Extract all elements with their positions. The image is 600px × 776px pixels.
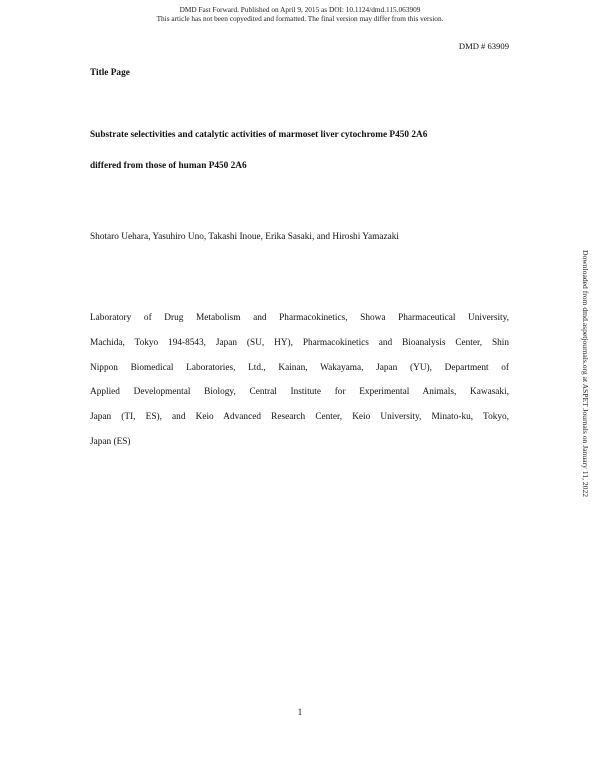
- section-label: Title Page: [90, 68, 130, 78]
- affiliation-line: Laboratory of Drug Metabolism and Pharmacokinetics, Showa Pharmaceutical University,: [90, 313, 509, 323]
- affiliation-line: Japan (ES): [90, 436, 131, 447]
- author-list: Shotaro Uehara, Yasuhiro Uno, Takashi Inoue, Erika Sasaki, and Hiroshi Yamazaki: [90, 232, 400, 242]
- journal-header-line-1: DMD Fast Forward. Published on April 9, 2015 as DOI: 10.1124/dmd.115.063909: [179, 5, 421, 14]
- article-title: [90, 120, 520, 182]
- affiliation-line: Nippon Biomedical Laboratories, Ltd., Kainan, Wakayama, Japan (YU), Department of: [90, 362, 509, 373]
- journal-header-line-2: This article has not been copyedited and formatted. The final version may differ from this version.: [156, 14, 444, 23]
- manuscript-code: DMD # 63909: [458, 41, 509, 51]
- article-title-line: differed from those of human P450 2A6: [90, 161, 247, 171]
- page-number: 1: [297, 708, 303, 718]
- affiliation-line: Machida, Tokyo 194-8543, Japan (SU, HY), Pharmacokinetics and Bioanalysis Center, Shin: [90, 337, 509, 348]
- article-title-line: Substrate selectivities and catalytic activities of marmoset liver cytochrome P450 2A6: [90, 130, 428, 140]
- download-watermark: Downloaded from dmd.aspetjournals.org at ASPET Journals on January 11, 2022: [581, 250, 590, 498]
- affiliation-line: Japan (TI, ES), and Keio Advanced Research Center, Keio University, Minato-ku, Tokyo,: [90, 412, 509, 423]
- affiliations: [90, 306, 509, 455]
- affiliation-line: Applied Developmental Biology, Central Institute for Experimental Animals, Kawasaki,: [90, 387, 509, 398]
